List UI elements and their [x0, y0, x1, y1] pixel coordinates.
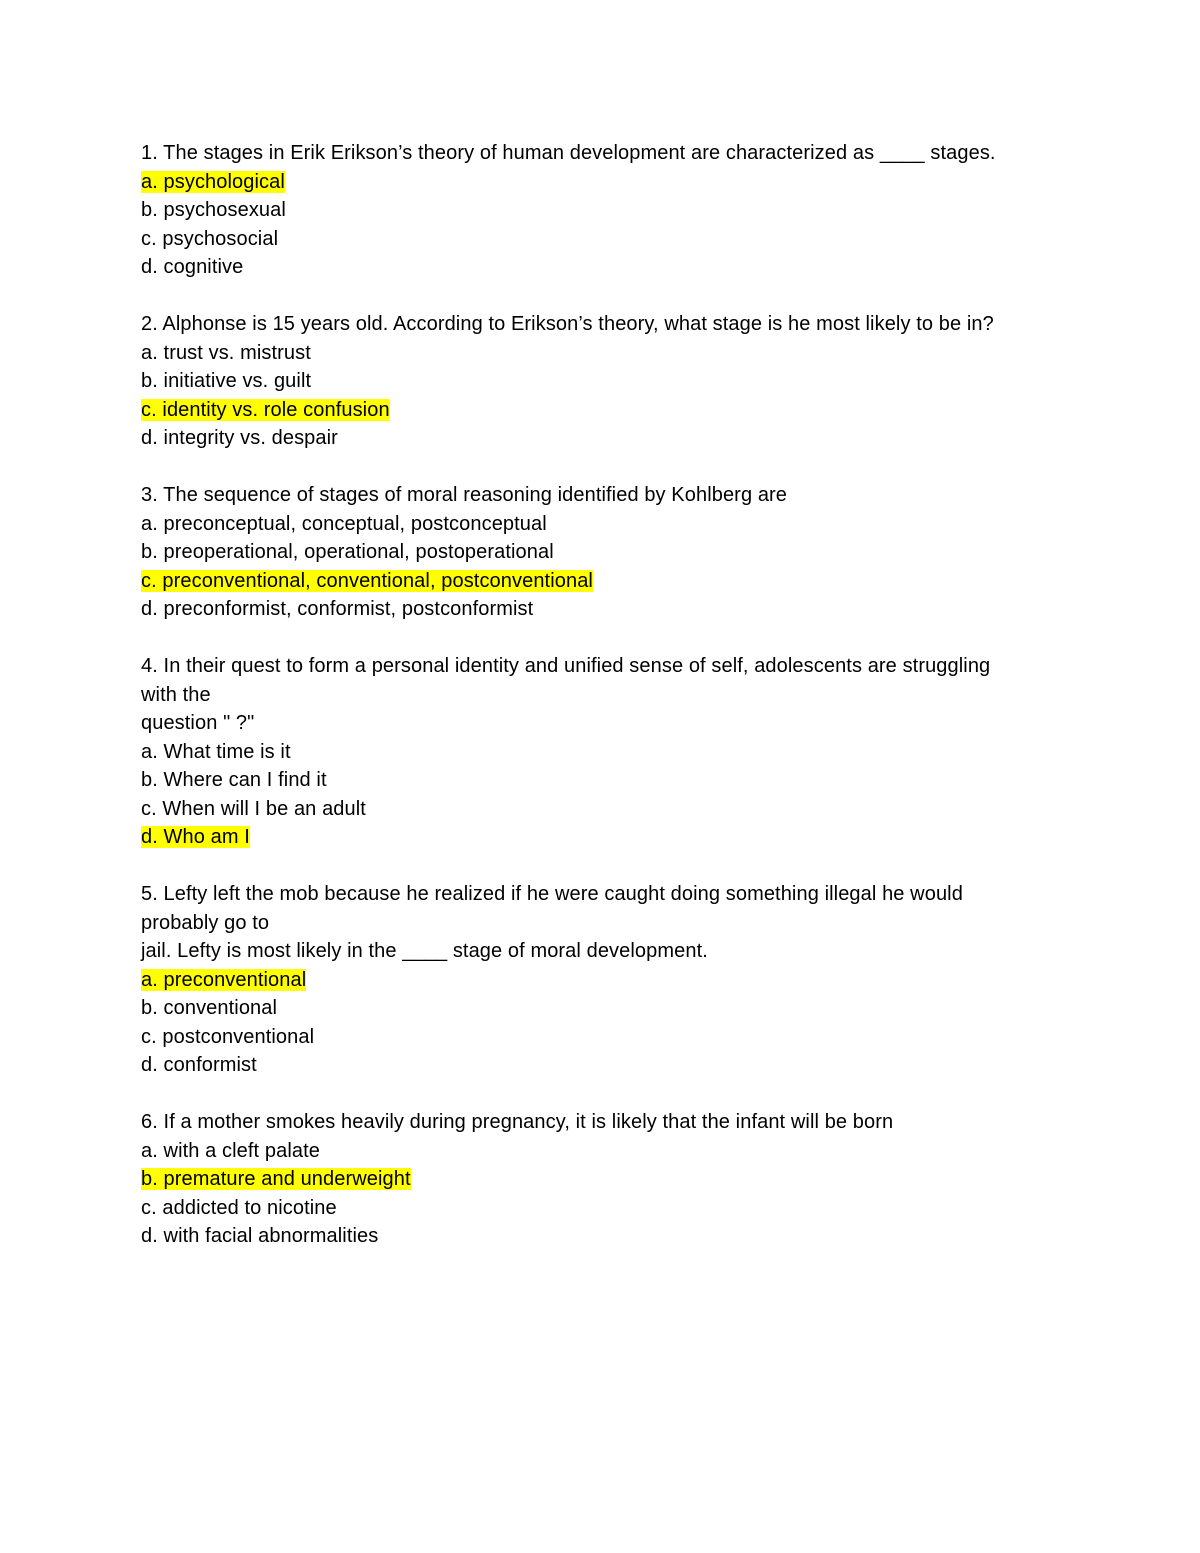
answer-option-text: b. psychosexual — [141, 199, 286, 221]
question-text-line: 2. Alphonse is 15 years old. According to Erikson’s theory, what stage is he most likely to be in? — [141, 313, 994, 335]
answer-option — [141, 367, 1121, 396]
question-text-line: jail. Lefty is most likely in the ____ stage of moral development. — [141, 940, 708, 962]
quiz-document — [141, 139, 1121, 1279]
question-block — [141, 880, 1121, 1080]
answer-option-highlighted — [141, 168, 1121, 197]
answer-option — [141, 1194, 1121, 1223]
answer-option-text: b. Where can I find it — [141, 769, 327, 791]
answer-option — [141, 424, 1121, 453]
answer-option — [141, 1051, 1121, 1080]
question-stem — [141, 652, 1121, 738]
question-block — [141, 652, 1121, 852]
question-block — [141, 310, 1121, 453]
answer-option-text: d. integrity vs. despair — [141, 427, 338, 449]
answer-option-text: c. psychosocial — [141, 227, 279, 250]
answer-option-text: a. with a cleft palate — [141, 1139, 320, 1162]
answer-option — [141, 766, 1121, 795]
question-block — [141, 139, 1121, 282]
answer-option-text: b. initiative vs. guilt — [141, 370, 312, 392]
question-stem — [141, 880, 1121, 966]
answer-option — [141, 196, 1121, 225]
question-text-line: probably go to — [141, 911, 270, 934]
answer-option-highlighted — [141, 966, 1121, 995]
answer-option-text: d. with facial abnormalities — [141, 1225, 379, 1247]
question-stem — [141, 310, 1121, 339]
question-text-line: 1. The stages in Erik Erikson’s theory of human development are characterized as ____ stages. — [141, 142, 996, 164]
question-text-line: 6. If a mother smokes heavily during pregnancy, it is likely that the infant will be born — [141, 1111, 894, 1133]
answer-option — [141, 1222, 1121, 1251]
answer-option — [141, 595, 1121, 624]
answer-option — [141, 339, 1121, 368]
answer-option — [141, 538, 1121, 567]
question-text-line: with the — [141, 683, 211, 706]
question-text-line: 3. The sequence of stages of moral reasoning identified by Kohlberg are — [141, 484, 788, 506]
answer-option — [141, 738, 1121, 767]
answer-option-text: d. conformist — [141, 1054, 257, 1076]
question-text-line: 4. In their quest to form a personal identity and unified sense of self, adolescents are struggling — [141, 655, 991, 677]
question-block — [141, 481, 1121, 624]
answer-option-text: b. premature and underweight — [141, 1168, 411, 1190]
question-stem — [141, 1108, 1121, 1137]
answer-option-text: a. What time is it — [141, 740, 291, 763]
answer-option — [141, 994, 1121, 1023]
question-stem — [141, 139, 1121, 168]
answer-option-text: a. preconceptual, conceptual, postconceptual — [141, 512, 547, 535]
answer-option-highlighted — [141, 567, 1121, 596]
question-stem — [141, 481, 1121, 510]
answer-option-text: c. postconventional — [141, 1025, 315, 1048]
answer-option-text: b. preoperational, operational, postoperational — [141, 541, 554, 563]
answer-option — [141, 510, 1121, 539]
question-block — [141, 1108, 1121, 1251]
answer-option-text: d. Who am I — [141, 826, 250, 848]
answer-option-highlighted — [141, 1165, 1121, 1194]
answer-option — [141, 1137, 1121, 1166]
question-text-line: 5. Lefty left the mob because he realized if he were caught doing something illegal he would — [141, 883, 963, 905]
question-text-line: question " ?" — [141, 712, 255, 734]
answer-option-text: c. addicted to nicotine — [141, 1196, 337, 1219]
answer-option-text: d. preconformist, conformist, postconformist — [141, 598, 534, 620]
answer-option-text: d. cognitive — [141, 256, 244, 278]
answer-option — [141, 225, 1121, 254]
answer-option-highlighted — [141, 396, 1121, 425]
answer-option — [141, 1023, 1121, 1052]
answer-option-text: a. psychological — [141, 170, 285, 193]
answer-option-text: a. trust vs. mistrust — [141, 341, 311, 364]
answer-option-text: c. preconventional, conventional, postconventional — [141, 569, 593, 592]
answer-option-text: c. identity vs. role confusion — [141, 398, 390, 421]
answer-option-highlighted — [141, 823, 1121, 852]
answer-option-text: a. preconventional — [141, 968, 307, 991]
answer-option-text: b. conventional — [141, 997, 278, 1019]
answer-option — [141, 253, 1121, 282]
answer-option-text: c. When will I be an adult — [141, 797, 366, 820]
answer-option — [141, 795, 1121, 824]
